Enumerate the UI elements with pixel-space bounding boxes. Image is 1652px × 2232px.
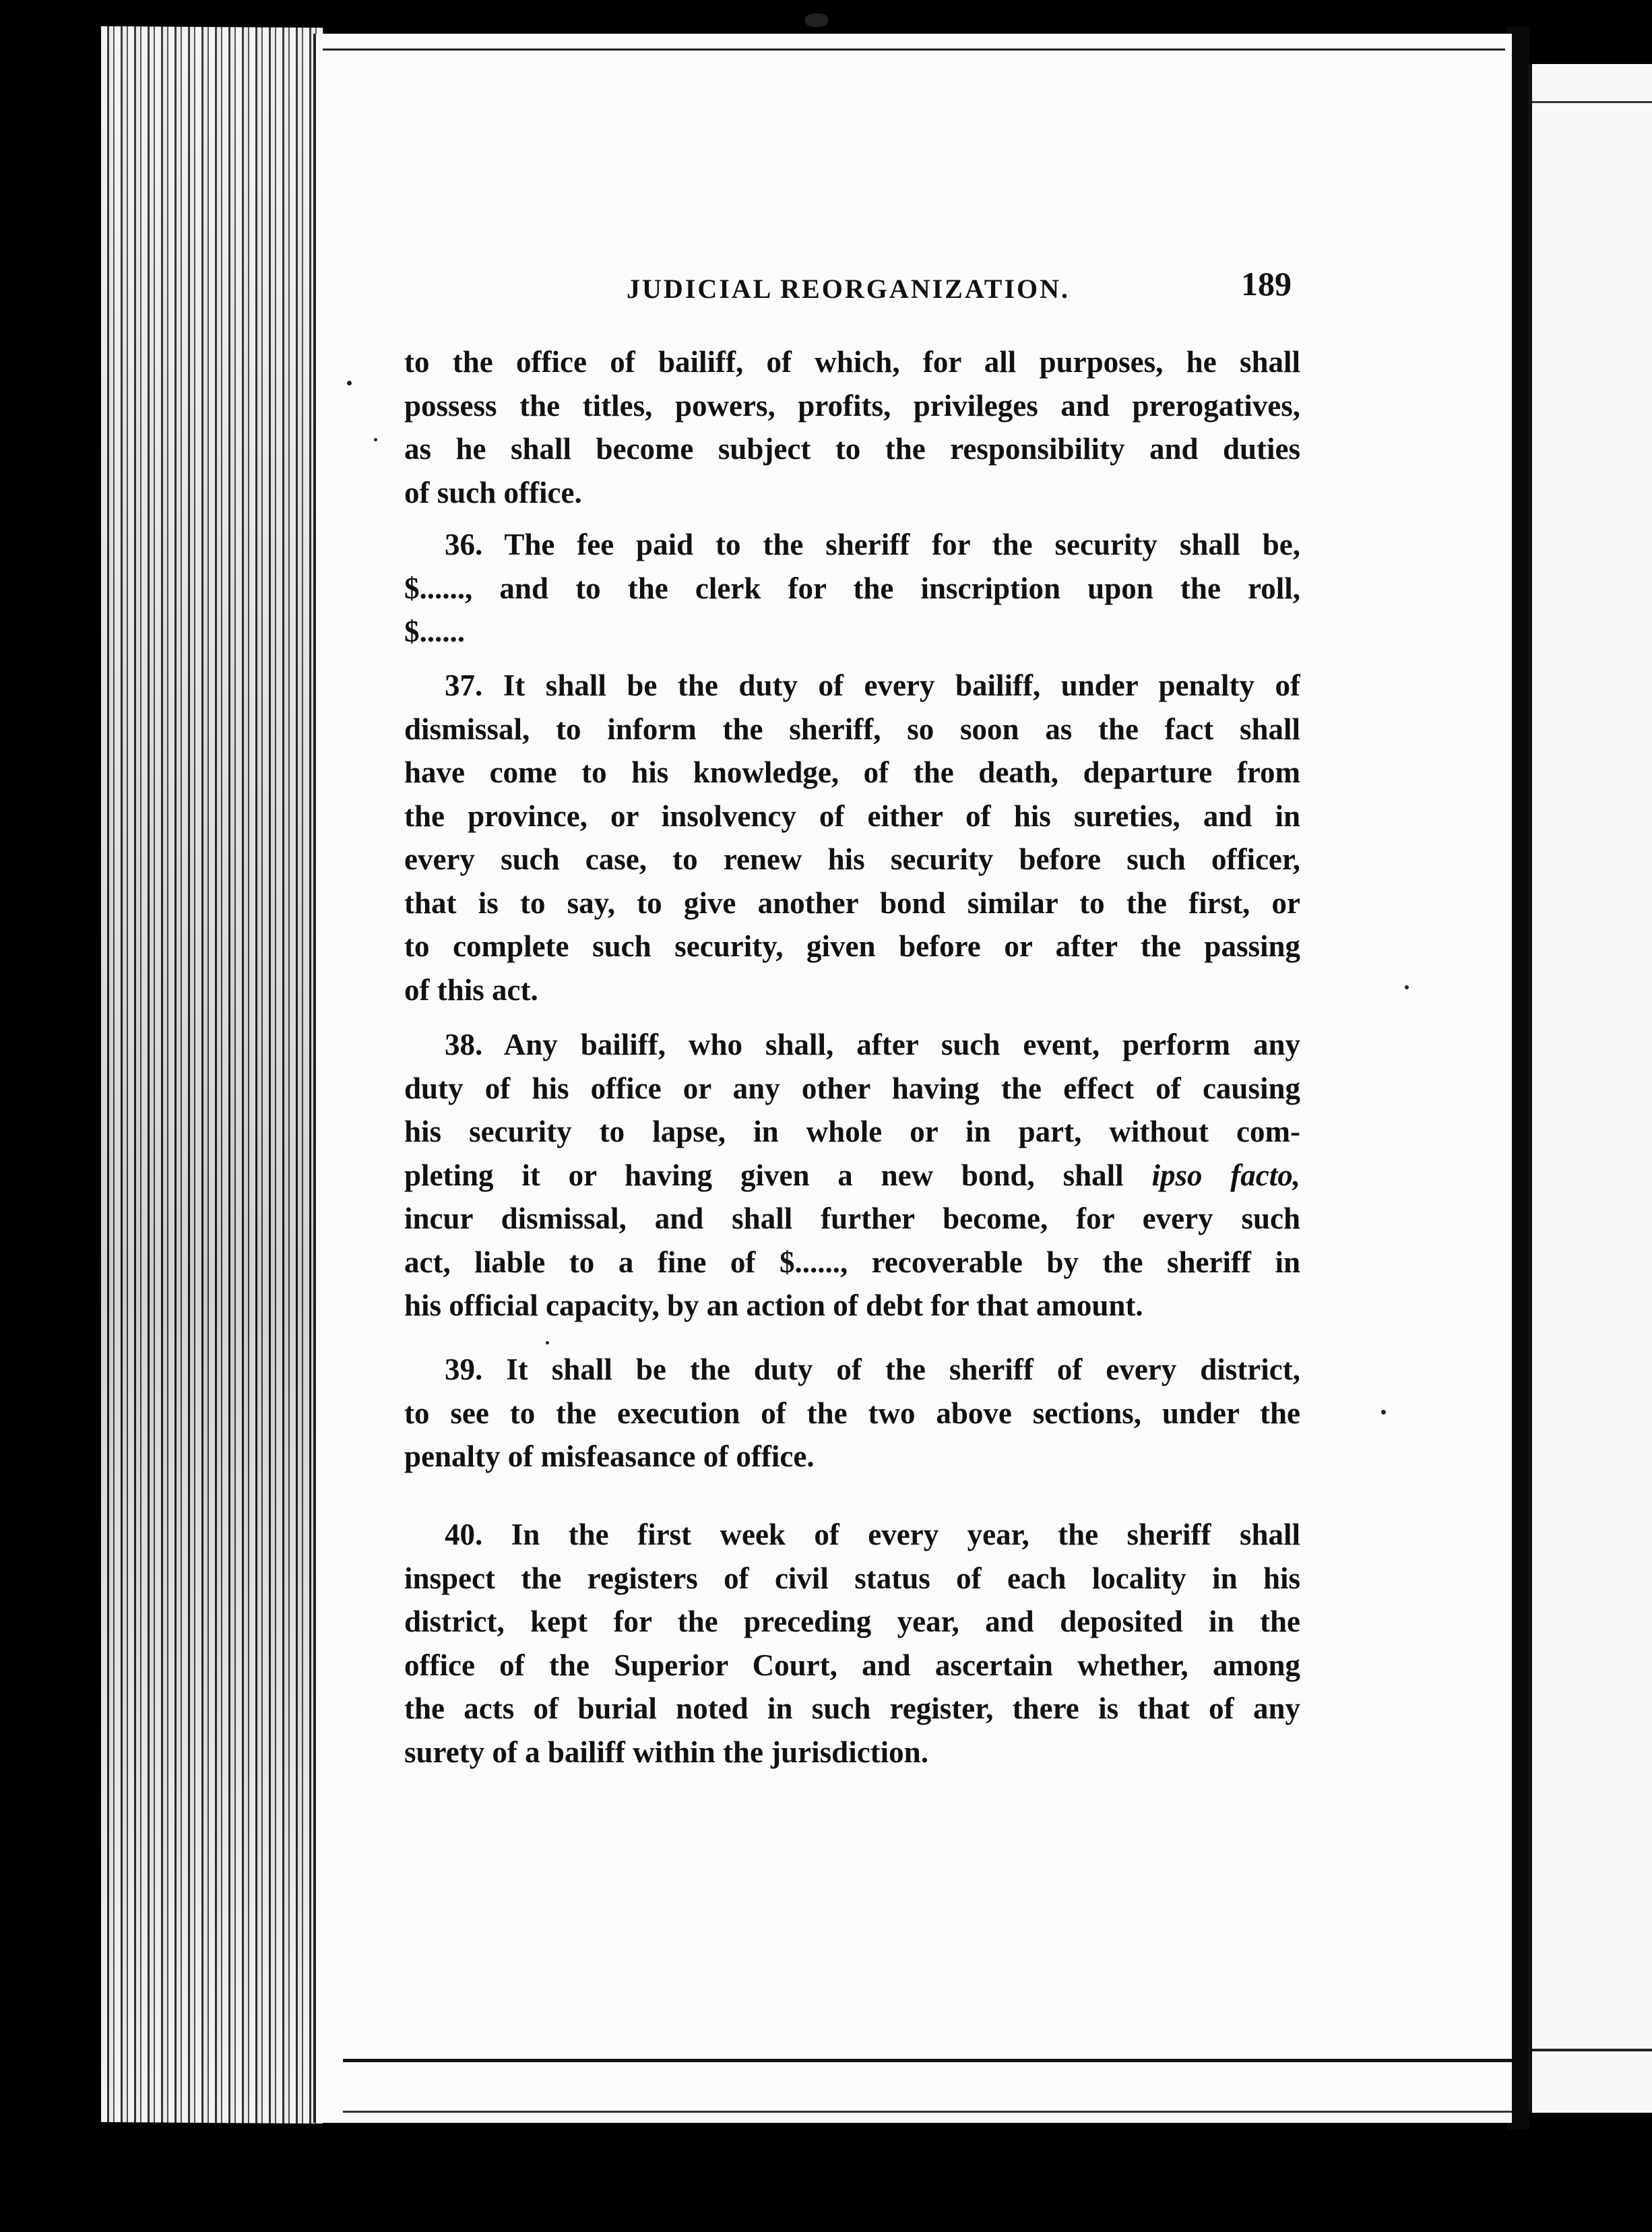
page-bottom-rule-secondary [343,2111,1512,2113]
text-line: as he shall become subject to the responsibility and duties [404,432,1300,466]
text-line: possess the titles, powers, profits, privileges and prerogatives, [404,388,1300,423]
paragraph-continuation [404,340,1300,514]
section-40 [404,1513,1300,1774]
text-line: have come to his knowledge, of the death, departure from [404,755,1300,789]
section-37 [404,664,1300,1012]
text-line: his security to lapse, in whole or in part, without com- [404,1115,1300,1148]
scan-speck [1405,985,1409,989]
section-number: 39. [445,1353,483,1386]
text-line: to complete such security, given before or after the passing [404,929,1300,963]
section-number: 40. [445,1518,483,1551]
text-line: district, kept for the preceding year, and deposited in the [404,1605,1300,1638]
running-head: JUDICIAL REORGANIZATION. [627,274,1071,304]
page-number: 189 [1241,265,1292,303]
section-number: 37. [445,669,483,702]
adjacent-page-bottom-rule [1532,2049,1652,2051]
text-line: dismissal, to inform the sheriff, so soon as the fact shall [404,712,1300,746]
text-line: of this act. [404,972,538,1007]
text-line [404,1513,1300,1557]
section-38 [404,1023,1300,1328]
scan-speck [1381,1410,1386,1415]
section-number: 36. [445,528,483,561]
page-top-rule [323,49,1505,51]
page-bottom-rule [343,2059,1512,2062]
text-line: to see to the execution of the two above sections, under the [404,1396,1300,1430]
text-line: act, liable to a fine of $......, recoverable by the sheriff in [404,1245,1300,1279]
scan-speck [347,381,352,385]
section-36 [404,523,1300,654]
text-line: surety of a bailiff within the jurisdiction. [404,1735,928,1769]
text-line: of such office. [404,475,582,509]
scan-speck [546,1341,549,1344]
italic-phrase: ipso facto, [1151,1158,1300,1192]
text-line [404,664,1300,708]
text-line-content: pleting it or having given a new bond, shall [404,1158,1124,1192]
text-line: $......, and to the clerk for the inscription upon the roll, [404,571,1300,605]
text-line: the province, or insolvency of either of his sureties, and in [404,799,1300,833]
scan-speck [374,438,377,441]
text-line [404,1023,1300,1067]
text-line-content: It shall be the duty of every bailiff, under penalty of [503,669,1300,702]
text-line-content: It shall be the duty of the sheriff of every district, [506,1353,1300,1386]
adjacent-page-top-rule [1532,101,1652,103]
text-line: that is to say, to give another bond similar to the first, or [404,886,1300,920]
text-line: inspect the registers of civil status of each locality in his [404,1561,1300,1595]
text-line: office of the Superior Court, and ascertain whether, among [404,1648,1300,1682]
text-line-content: The fee paid to the sheriff for the security shall be, [504,528,1300,561]
text-line: duty of his office or any other having the effect of causing [404,1071,1300,1105]
text-line: to the office of bailiff, of which, for all purposes, he shall [404,345,1300,379]
adjacent-page [1528,64,1652,2113]
text-line: his official capacity, by an action of debt for that amount. [404,1289,1143,1322]
text-line: penalty of misfeasance of office. [404,1439,815,1473]
text-line-content: In the first week of every year, the sheriff shall [511,1518,1300,1551]
text-line-content: Any bailiff, who shall, after such event, perform any [503,1028,1300,1061]
text-line: incur dismissal, and shall further become, for every such [404,1202,1300,1235]
text-line [404,1154,1300,1198]
text-line: $...... [404,615,465,648]
text-line [404,1348,1300,1392]
text-line: every such case, to renew his security before such officer, [404,842,1300,876]
section-39 [404,1348,1300,1479]
text-line: the acts of burial noted in such register, there is that of any [404,1692,1300,1725]
section-number: 38. [445,1028,483,1061]
text-line [404,523,1300,567]
scan-speck [805,13,828,27]
book-fore-edge [101,26,323,2124]
